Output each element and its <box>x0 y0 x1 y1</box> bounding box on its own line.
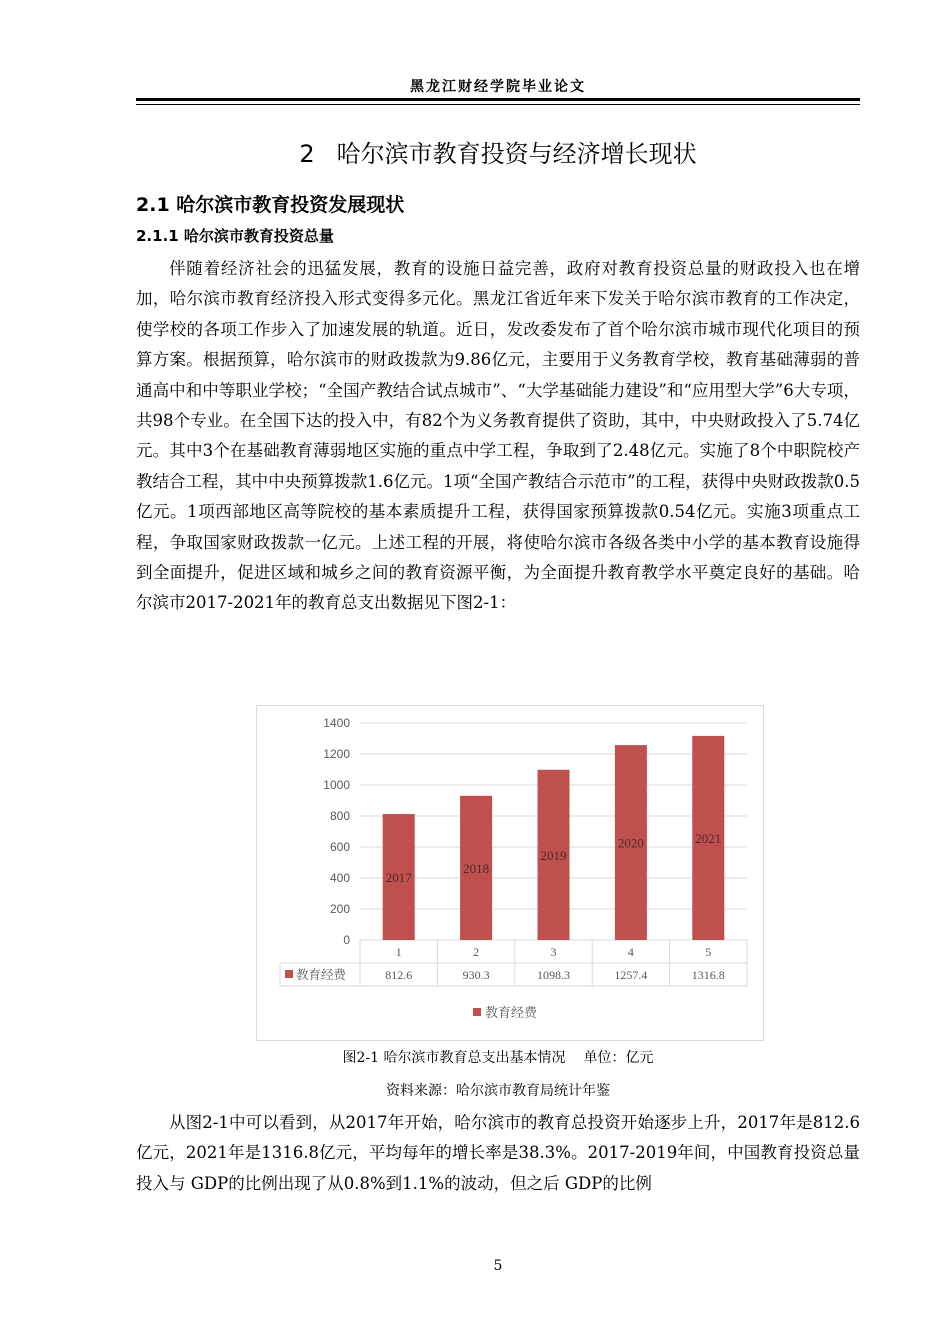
header-rule-thick <box>136 98 860 101</box>
bar-label: 2021 <box>695 830 722 846</box>
subsection-heading: 2.1.1 哈尔滨市教育投资总量 <box>136 227 334 245</box>
x-category-label: 2 <box>473 945 480 959</box>
x-category-label: 3 <box>550 945 557 959</box>
x-category-label: 1 <box>395 945 402 959</box>
y-tick-label: 1000 <box>323 778 350 792</box>
y-tick-label: 1400 <box>323 716 350 730</box>
legend-label: 教育经费 <box>485 1005 538 1020</box>
table-value: 1257.4 <box>614 968 648 982</box>
figure-caption <box>136 1047 860 1067</box>
body-paragraph-2: 从图2-1中可以看到，从2017年开始，哈尔滨市的教育总投资开始逐步上升，2017年是812.6亿元，2021年是1316.8亿元，平均每年的增长率是38.3%。2017-2019年间，中国教育投资总量投入与 GDP的比例出现了从0.8%到1.1%的波动，但之后 GDP的比例 <box>136 1113 860 1193</box>
table-value: 812.6 <box>385 968 413 982</box>
y-tick-label: 600 <box>329 840 350 854</box>
table-series-key <box>285 970 293 978</box>
bar-chart <box>257 706 763 1040</box>
body-paragraph-1: 伴随着经济社会的迅猛发展，教育的设施日益完善，政府对教育投资总量的财政投入也在增加，哈尔滨市教育经济投入形式变得多元化。黑龙江省近年来下发关于哈尔滨市教育的工作决定，使学校的各项工作步入了加速发展的轨道。近日，发改委发布了首个哈尔滨市城市现代化项目的预算方案。根据预算，哈尔滨市的财政拨款为9.86亿元，主要用于义务教育学校，教育基础薄弱的普通高中和中等职业学校；“全国产教结合试点城市”、“大学基础能力建设”和“应用型大学”6大专项，共98个专业。在全国下达的投入中，有82个为义务教育提供了资助，其中，中央财政投入了5.74亿元。其中3个在基础教育薄弱地区实施的重点中学工程，争取到了2.48亿元。实施了8个中职院校产教结合工程，其中中央预算拨款1.6亿元。1项“全国产教结合示范市”的工程，获得中央财政拨款0.5亿元。1项西部地区高等院校的基本素质提升工程，获得国家预算拨款0.54亿元。实施3项重点工程，争取国家财政拨款一亿元。上述工程的开展，将使哈尔滨市各级各类中小学的基本教育设施得到全面提升，促进区域和城乡之间的教育资源平衡，为全面提升教育教学水平奠定良好的基础。哈尔滨市2017-2021年的教育总支出数据见下图2-1： <box>136 259 860 613</box>
bar-label: 2019 <box>540 847 567 863</box>
figure-caption-text: 图2-1 哈尔滨市教育总支出基本情况 <box>342 1050 566 1066</box>
table-value: 1098.3 <box>537 968 570 982</box>
section-heading: 2.1 哈尔滨市教育投资发展现状 <box>136 194 405 216</box>
figure-source: 资料来源：哈尔滨市教育局统计年鉴 <box>386 1083 610 1099</box>
bar-label: 2018 <box>463 860 490 876</box>
bar-label: 2020 <box>617 835 644 851</box>
table-value: 1316.8 <box>691 968 725 982</box>
figure-2-1-chart <box>256 705 764 1041</box>
header-rule-thin <box>136 104 860 105</box>
x-category-label: 5 <box>705 945 712 959</box>
y-tick-label: 1200 <box>323 747 350 761</box>
table-series-name: 教育经费 <box>296 968 347 982</box>
y-tick-label: 200 <box>329 902 350 916</box>
page-number: 5 <box>493 1258 503 1274</box>
table-value: 930.3 <box>462 968 490 982</box>
y-tick-label: 800 <box>329 809 350 823</box>
chapter-title <box>136 134 860 169</box>
x-category-label: 4 <box>627 945 634 959</box>
chapter-number: 2 <box>299 140 315 168</box>
y-tick-label: 0 <box>343 933 350 947</box>
chapter-title-text: 哈尔滨市教育投资与经济增长现状 <box>336 140 697 168</box>
legend-swatch <box>473 1008 481 1016</box>
figure-unit: 单位：亿元 <box>583 1050 654 1066</box>
running-header: 黑龙江财经学院毕业论文 <box>410 79 586 95</box>
y-tick-label: 400 <box>329 871 350 885</box>
bar-label: 2017 <box>385 870 412 886</box>
